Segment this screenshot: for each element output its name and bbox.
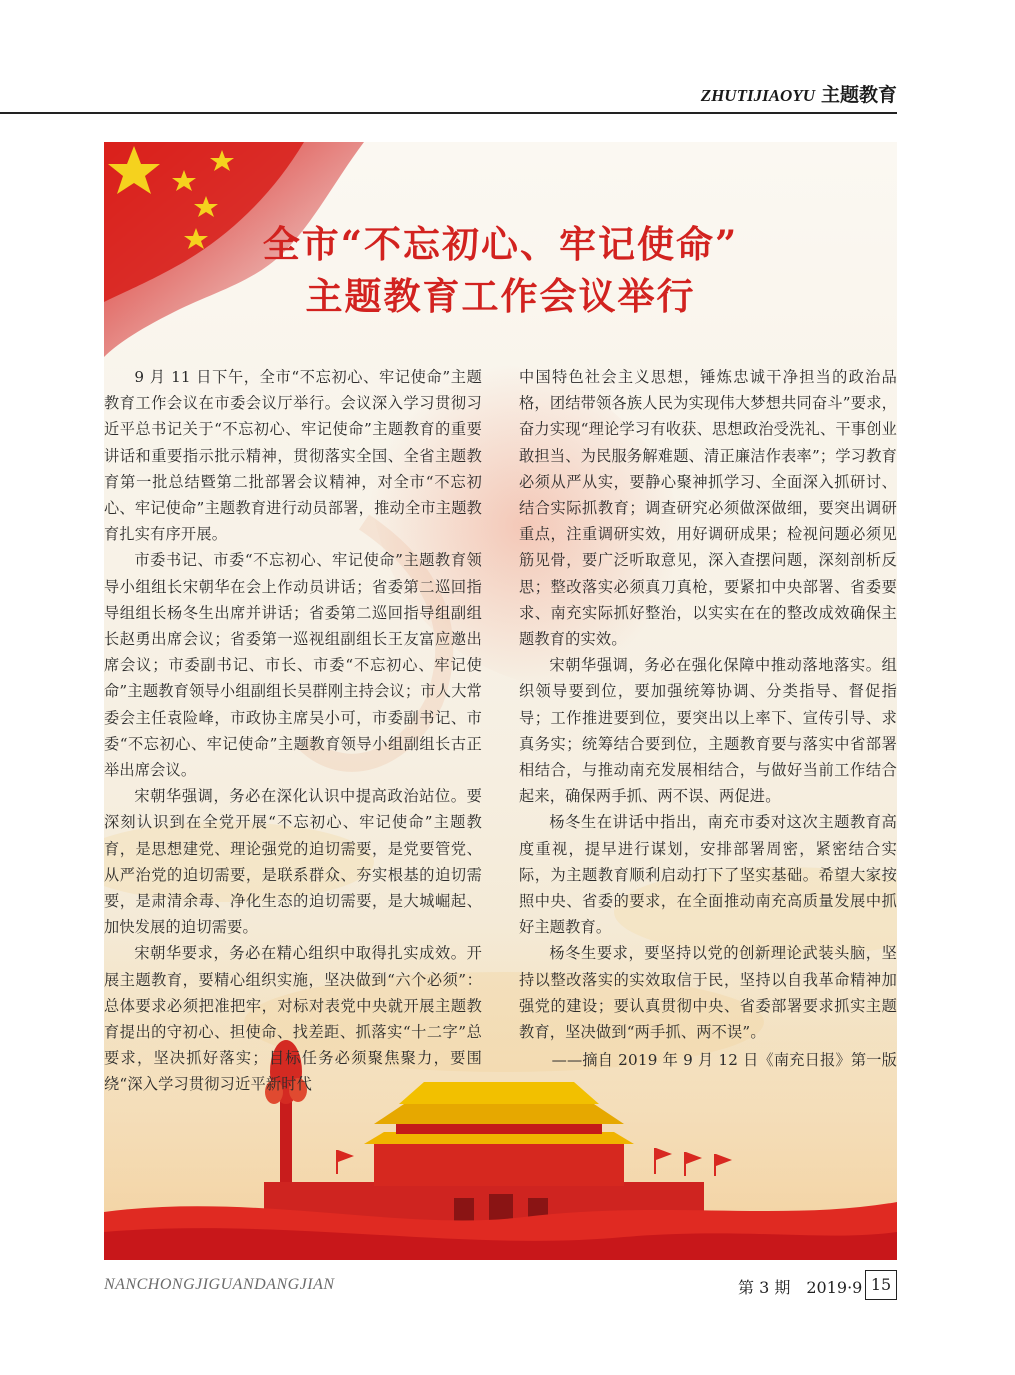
issue-date: 第 3 期 2019·9 bbox=[738, 1278, 863, 1297]
page-number: 15 bbox=[865, 1270, 897, 1300]
section-header-label: 主题教育 bbox=[820, 84, 897, 106]
paragraph: 宋朝华强调，务必在深化认识中提高政治站位。要深刻认识到在全党开展“不忘初心、牢记使命”主题教育，是思想建党、理论强党的迫切需要，是党要管党、从严治党的迫切需要，是联系群众、夯实根基的迫切需要，是肃清余毒、净化生态的迫切需要，是大城崛起、加快发展的迫切需要。 bbox=[104, 787, 482, 937]
section-header-latin: ZHUTIJIAOYU bbox=[700, 86, 815, 105]
article-title-line-1: 全市“不忘初心、牢记使命” bbox=[262, 222, 739, 266]
paragraph: 杨冬生在讲话中指出，南充市委对这次主题教育高度重视，提早进行谋划，安排部署周密，紧密结合实际，为主题教育顺利启动打下了坚实基础。希望大家按照中央、省委的要求，在全面推动南充高质量发展中抓好主题教育。 bbox=[519, 813, 897, 937]
article-title-line-2: 主题教育工作会议举行 bbox=[305, 274, 696, 318]
right-column bbox=[519, 364, 897, 1073]
magazine-name: NANCHONGJIGUANDANGJIAN bbox=[104, 1276, 335, 1293]
paragraph-continued: 中国特色社会主义思想，锤炼忠诚干净担当的政治品格，团结带领各族人民为实现伟大梦想共同奋斗”要求，奋力实现“理论学习有收获、思想政治受洗礼、干事创业敢担当、为民服务解难题、清正廉洁作表率”；学习教育必须从严从实，要静心聚神抓学习、全面深入抓研讨、结合实际抓教育；调查研究必须做深做细，要突出调研重点，注重调研实效，用好调研成果；检视问题必须见筋见骨，要广泛听取意见，深入查摆问题，深刻剖析反思；整改落实必须真刀真枪，要紧扣中央部署、省委要求、南充实际抓好整治，以实实在在的整改成效确保主题教育的实效。 bbox=[519, 368, 897, 649]
left-column bbox=[104, 364, 482, 1098]
paragraph: 市委书记、市委“不忘初心、牢记使命”主题教育领导小组组长宋朝华在会上作动员讲话；省委第二巡回指导组组长杨冬生出席并讲话；省委第二巡回指导组副组长赵勇出席会议；省委第一巡视组副组长王友富应邀出席会议；市委副书记、市长、市委“不忘初心、牢记使命”主题教育领导小组副组长吴群刚主持会议；市人大常委会主任袁险峰，市政协主席吴小可，市委副书记、市委“不忘初心、牢记使命”主题教育领导小组副组长古正举出席会议。 bbox=[104, 551, 482, 780]
paragraph: 宋朝华要求，务必在精心组织中取得扎实成效。开展主题教育，要精心组织实施，坚决做到“六个必须”：总体要求必须把准把牢，对标对表党中央就开展主题教育提出的守初心、担使命、找差距、抓落实“十二字”总要求，坚决抓好落实；目标任务必须聚焦聚力，要围绕“深入学习贯彻习近平新时代 bbox=[104, 944, 482, 1094]
paragraph: 宋朝华强调，务必在强化保障中推动落地落实。组织领导要到位，要加强统筹协调、分类指导、督促指导；工作推进要到位，要突出以上率下、宣传引导、求真务实；统筹结合要到位，主题教育要与落实中省部署相结合，与推动南充发展相结合，与做好当前工作结合起来，确保两手抓、两不误、两促进。 bbox=[519, 656, 897, 806]
paragraph: 杨冬生要求，要坚持以党的创新理论武装头脑，坚持以整改落实的实效取信于民，坚持以自我革命精神加强党的建设；要认真贯彻中央、省委部署要求抓实主题教育，坚决做到“两手抓、两不误”。 bbox=[519, 944, 897, 1042]
header-divider bbox=[0, 112, 897, 114]
paragraph: 9 月 11 日下午，全市“不忘初心、牢记使命”主题教育工作会议在市委会议厅举行。会议深入学习贯彻习近平总书记关于“不忘初心、牢记使命”主题教育的重要讲话和重要指示批示精神，贯彻落实全国、全省主题教育第一批总结暨第二批部署会议精神，对全市“不忘初心、牢记使命”主题教育进行动员部署，推动全市主题教育扎实有序开展。 bbox=[104, 368, 482, 544]
source-note: ——摘自 2019 年 9 月 12 日《南充日报》第一版 bbox=[551, 1051, 897, 1070]
section-header bbox=[701, 80, 897, 107]
